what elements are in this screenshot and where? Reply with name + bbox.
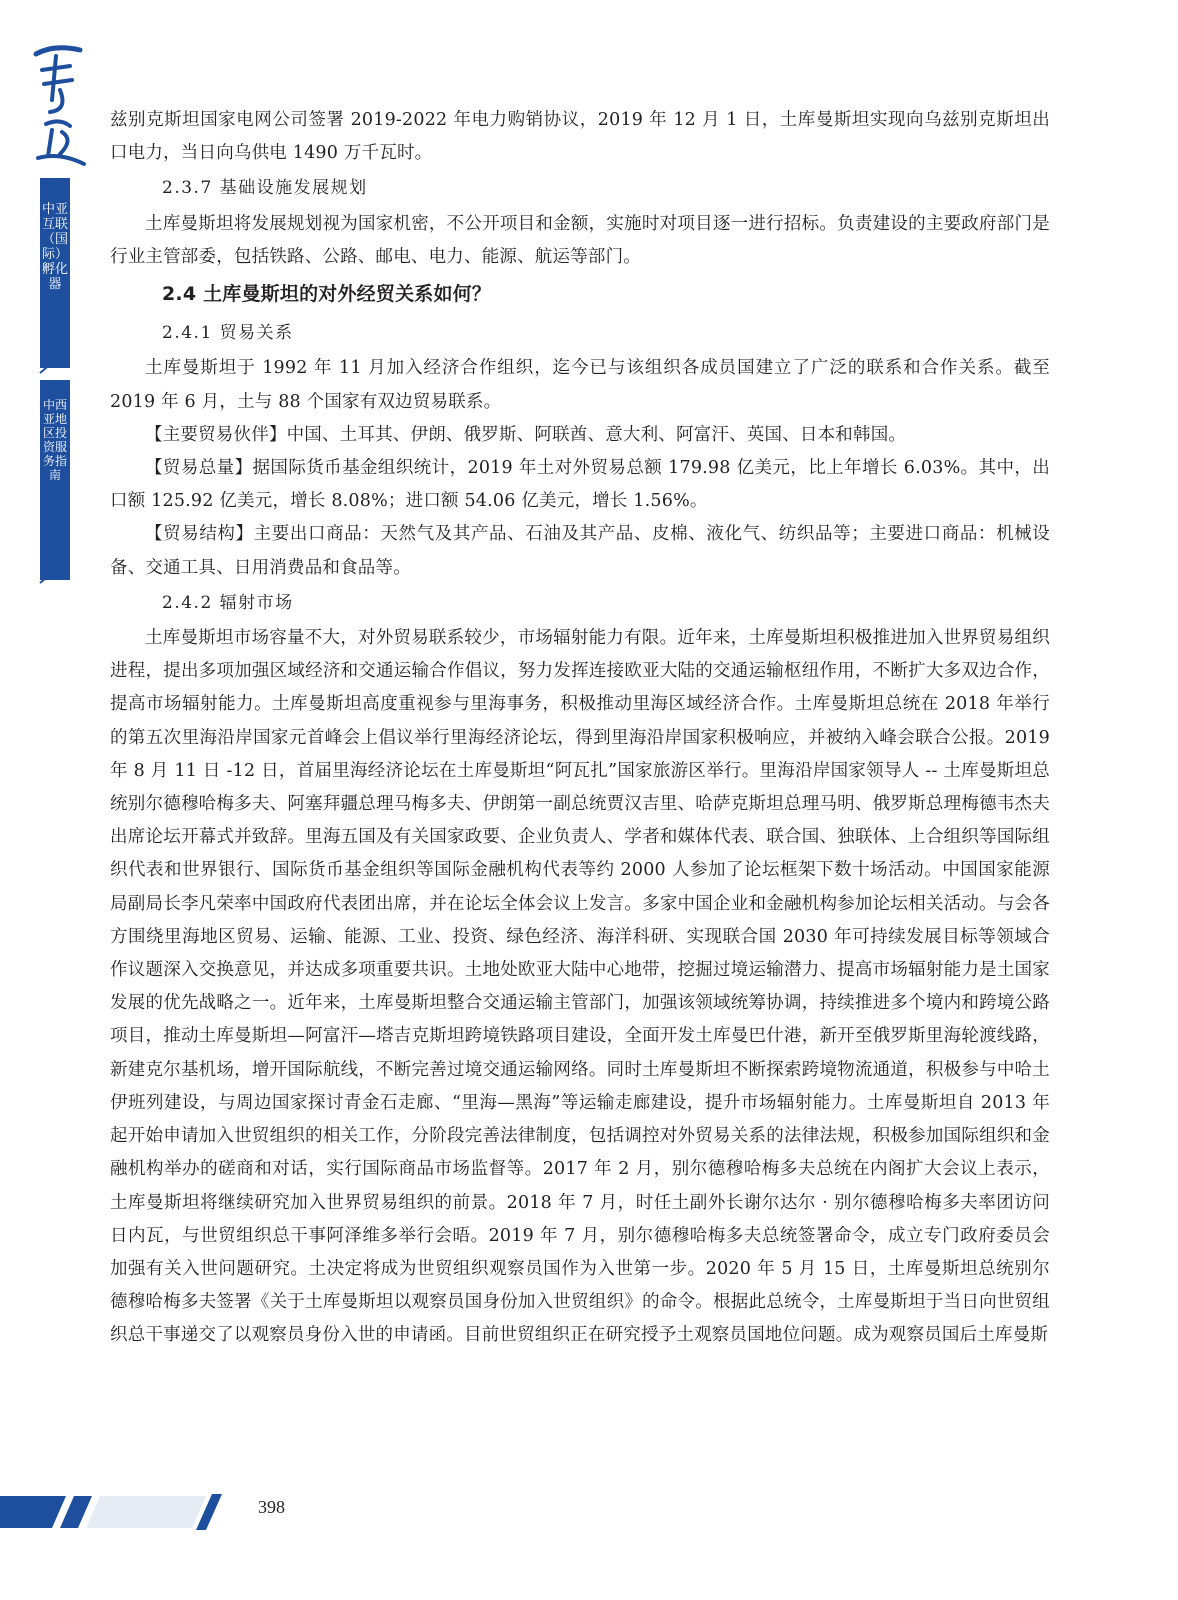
heading-2-4-2: 2.4.2 辐射市场 — [162, 592, 294, 613]
paragraph-trade-structure: 【贸易结构】主要出口商品：天然气及其产品、石油及其产品、皮棉、液化气、纺织品等；主要进口商品：机械设备、交通工具、日用消费品和食品等。 — [110, 524, 1050, 578]
paragraph-2-3-7: 土库曼斯坦将发展规划视为国家机密，不公开项目和金额，实施时对项目逐一进行招标。负责建设的主要政府部门是行业主管部委，包括铁路、公路、邮电、电力、能源、航运等部门。 — [110, 213, 1050, 267]
heading-2-3-7: 2.3.7 基础设施发展规划 — [162, 178, 368, 199]
page-number: 398 — [258, 1497, 285, 1517]
paragraph-trade-total: 【贸易总量】据国际货币基金组织统计，2019 年土对外贸易总额 179.98 亿美元，比上年增长 6.03%。其中，出口额 125.92 亿美元，增长 8.08%；进口额 54.06 亿美元，增长 1.56%。 — [110, 458, 1050, 512]
paragraph-2-4-2: 土库曼斯坦市场容量不大，对外贸易联系较少，市场辐射能力有限。近年来，土库曼斯坦积极推进加入世界贸易组织进程，提出多项加强区域经济和交通运输合作倡议，努力发挥连接欧亚大陆的交通运输枢纽作用，不断扩大多双边合作，提高市场辐射能力。土库曼斯坦高度重视参与里海事务，积极推动里海区域经济合作。土库曼斯坦总统在 2018 年举行的第五次里海沿岸国家元首峰会上倡议举行里海经济论坛，得到里海沿岸国家积极响应，并被纳入峰会联合公报。2019 年 8 月 11 日 -12 日，首届里海经济论坛在土库曼斯坦“阿瓦扎”国家旅游区举行。里海沿岸国家领导人 -- 土库曼斯坦总统别尔德穆哈梅多夫、阿塞拜疆总理马梅多夫、伊朗第一副总统贾汉吉里、哈萨克斯坦总理马明、俄罗斯总理梅德韦杰夫出席论坛开幕式并致辞。里海五国及有关国家政要、企业负责人、学者和媒体代表、联合国、独联体、上合组织等国际组织代表和世界银行、国际货币基金组织等国际金融机构代表等约 2000 人参加了论坛框架下数十场活动。中国国家能源局副局长李凡荣率中国政府代表团出席，并在论坛全体会议上发言。多家中国企业和金融机构参加论坛相关活动。与会各方围绕里海地区贸易、运输、能源、工业、投资、绿色经济、海洋科研、实现联合国 2030 年可持续发展目标等领域合作议题深入交换意见，并达成多项重要共识。土地处欧亚大陆中心地带，挖掘过境运输潜力、提高市场辐射能力是土国家发展的优先战略之一。近年来，土库曼斯坦整合交通运输主管部门，加强该领域统筹协调，持续推进多个境内和跨境公路项目，推动土库曼斯坦—阿富汗—塔吉克斯坦跨境铁路项目建设，全面开发土库曼巴什港，新开至俄罗斯里海轮渡线路，新建克尔基机场，增开国际航线，不断完善过境交通运输网络。同时土库曼斯坦不断探索跨境物流通道，积极参与中哈土伊班列建设，与周边国家探讨青金石走廊、“里海—黑海”等运输走廊建设，提升市场辐射能力。土库曼斯坦自 2013 年起开始申请加入世贸组织的相关工作，分阶段完善法律制度，包括调控对外贸易关系的法律法规，积极参加国际组织和金融机构举办的磋商和对话，实行国际商品市场监督等。2017 年 2 月，别尔德穆哈梅多夫总统在内阁扩大会议上表示，土库曼斯坦将继续研究加入世界贸易组织的前景。2018 年 7 月，时任土副外长谢尔达尔 · 别尔德穆哈梅多夫率团访问日内瓦，与世贸组织总干事阿泽维多举行会晤。2019 年 7 月，别尔德穆哈梅多夫总统签署命令，成立专门政府委员会加强有关入世问题研究。土决定将成为世贸组织观察员国作为入世第一步。2020 年 5 月 15 日，土库曼斯坦总统别尔德穆哈梅多夫签署《关于土库曼斯坦以观察员国身份加入世贸组织》的命令。根据此总统令，土库曼斯坦于当日向世贸组织总干事递交了以观察员身份入世的申请函。目前世贸组织正在研究授予土观察员国地位问题。成为观察员国后土库曼斯 — [110, 628, 1050, 1346]
paragraph-trade-partners: 【主要贸易伙伴】中国、土耳其、伊朗、俄罗斯、阿联酋、意大利、阿富汗、英国、日本和韩国。 — [145, 424, 907, 445]
page-body — [110, 104, 1050, 1353]
footer-stripes — [0, 1488, 240, 1532]
sidebar-label-top: 中亚互联（国际）孵化器 — [41, 202, 68, 292]
belt-and-road-logo — [30, 40, 88, 170]
paragraph-2-4-1: 土库曼斯坦于 1992 年 11 月加入经济合作组织，迄今已与该组织各成员国建立了广泛的联系和合作关系。截至 2019 年 6 月，土与 88 个国家有双边贸易联系。 — [110, 358, 1050, 412]
paragraph-intro: 兹别克斯坦国家电网公司签署 2019-2022 年电力购销协议，2019 年 12 月 1 日，土库曼斯坦实现向乌兹别克斯坦出口电力，当日向乌供电 1490 万千瓦时。 — [110, 110, 1050, 164]
sidebar-label-bottom: 中西亚地区投资服务指南 — [42, 398, 67, 482]
heading-2-4: 2.4 土库曼斯坦的对外经贸关系如何？ — [162, 283, 492, 306]
heading-2-4-1: 2.4.1 贸易关系 — [162, 323, 294, 344]
